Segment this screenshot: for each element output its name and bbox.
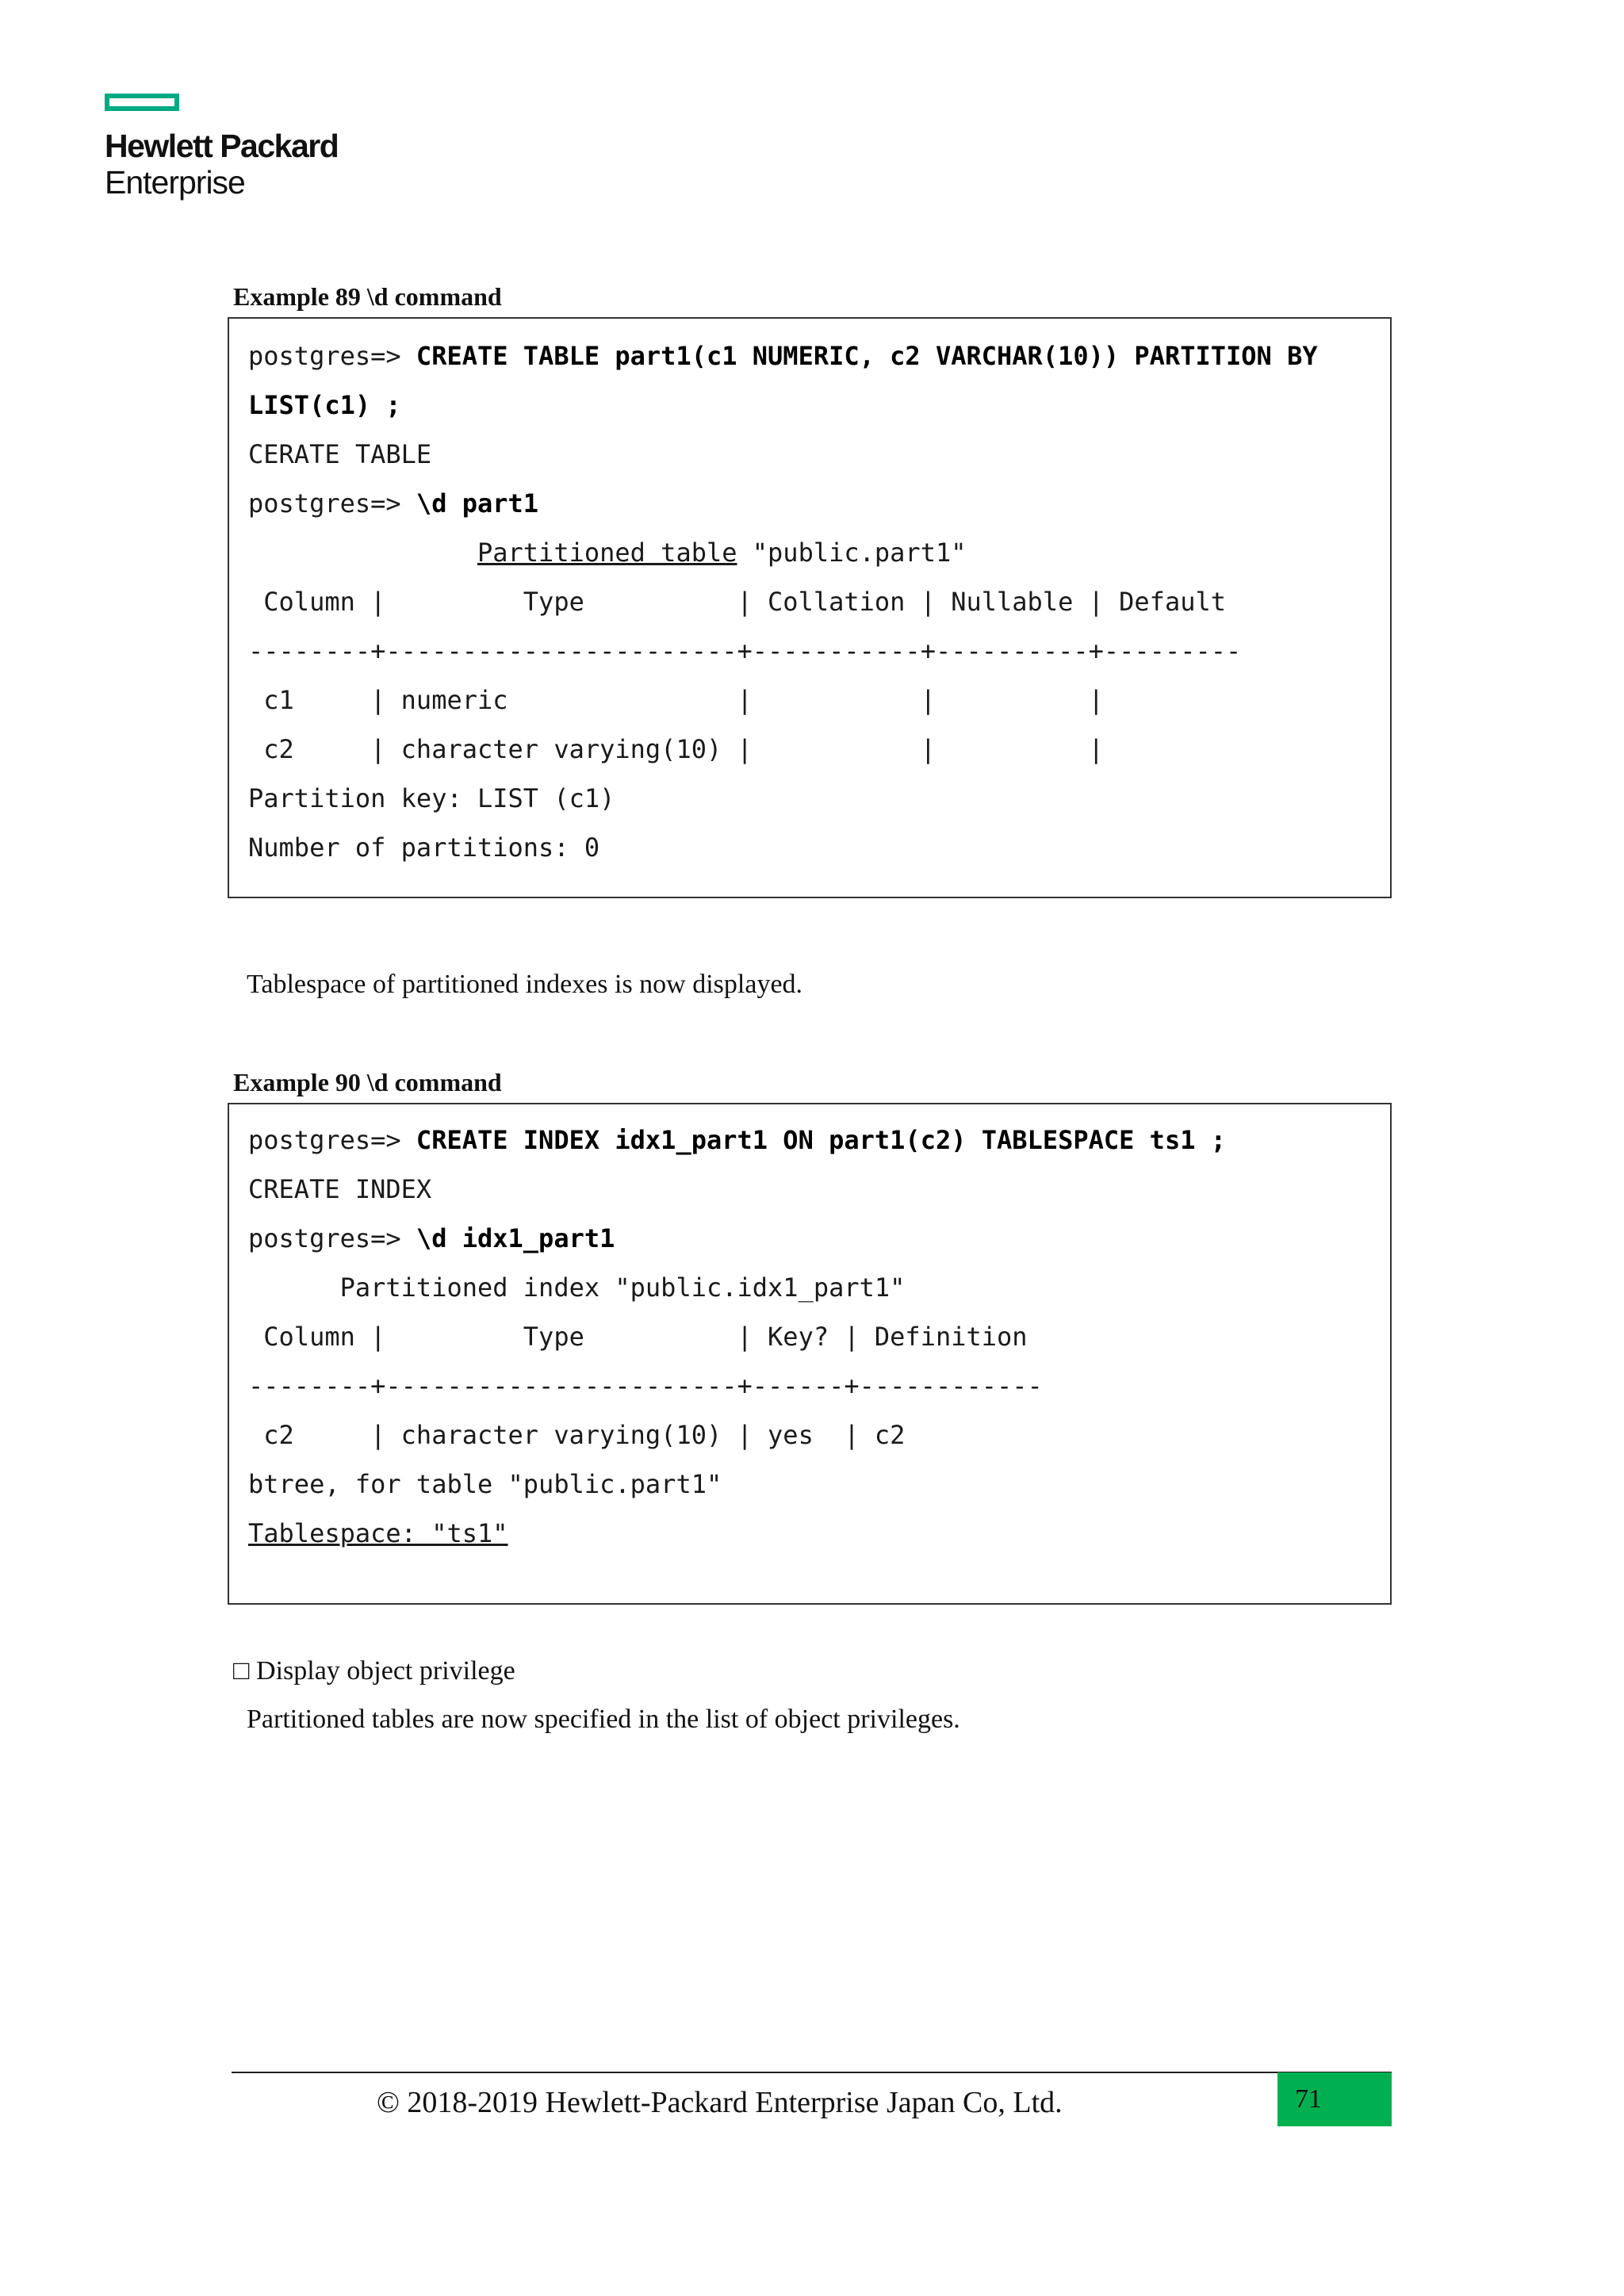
code-line: c1 | numeric | | | — [248, 685, 1104, 715]
logo-mark — [105, 94, 179, 111]
example-89-code-box — [228, 317, 1392, 898]
example-89-caption: Example 89 \d command — [233, 282, 502, 311]
example-90-caption: Example 90 \d command — [233, 1068, 502, 1096]
code-line: postgres=> \d idx1_part1 — [248, 1223, 615, 1253]
footer-copyright: © 2018-2019 Hewlett-Packard Enterprise Japan Co, Ltd. — [377, 2086, 1063, 2119]
code-line: --------+-----------------------+-----------+----------+--------- — [248, 636, 1242, 666]
code-line: Partitioned table "public.part1" — [477, 538, 967, 568]
logo-text-line1: Hewlett Packard — [105, 128, 339, 164]
code-line: postgres=> CREATE TABLE part1(c1 NUMERIC, c2 VARCHAR(10)) PARTITION BY — [248, 341, 1318, 371]
code-line: Number of partitions: 0 — [248, 832, 600, 863]
code-line: postgres=> CREATE INDEX idx1_part1 ON part1(c2) TABLESPACE ts1 ; — [248, 1125, 1226, 1155]
code-line: CREATE INDEX — [248, 1174, 432, 1204]
code-line: LIST(c1) ; — [248, 390, 401, 420]
code-line: c2 | character varying(10) | | | — [248, 734, 1104, 764]
code-line: Column | Type | Collation | Nullable | Default — [248, 587, 1226, 617]
body-paragraph: Partitioned tables are now specified in the list of object privileges. — [247, 1705, 960, 1734]
code-line: postgres=> \d part1 — [248, 488, 539, 519]
footer-divider — [232, 2072, 1392, 2073]
section-bullet-heading: □ Display object privilege — [233, 1656, 515, 1686]
code-line: btree, for table "public.part1" — [248, 1469, 722, 1499]
code-line: --------+-----------------------+------+------------ — [248, 1371, 1043, 1401]
code-line: Tablespace: "ts1" — [248, 1518, 508, 1548]
code-line: Column | Type | Key? | Definition — [248, 1322, 1028, 1352]
page-number: 71 — [1277, 2072, 1392, 2126]
code-line: Partitioned index "public.idx1_part1" — [248, 1272, 906, 1303]
logo-text-line2: Enterprise — [105, 164, 245, 201]
hpe-logo — [105, 94, 338, 201]
example-90-code-box — [228, 1103, 1392, 1605]
code-line: c2 | character varying(10) | yes | c2 — [248, 1420, 906, 1450]
code-line: CERATE TABLE — [248, 439, 432, 469]
code-line: Partition key: LIST (c1) — [248, 783, 615, 813]
body-paragraph: Tablespace of partitioned indexes is now displayed. — [247, 970, 803, 999]
